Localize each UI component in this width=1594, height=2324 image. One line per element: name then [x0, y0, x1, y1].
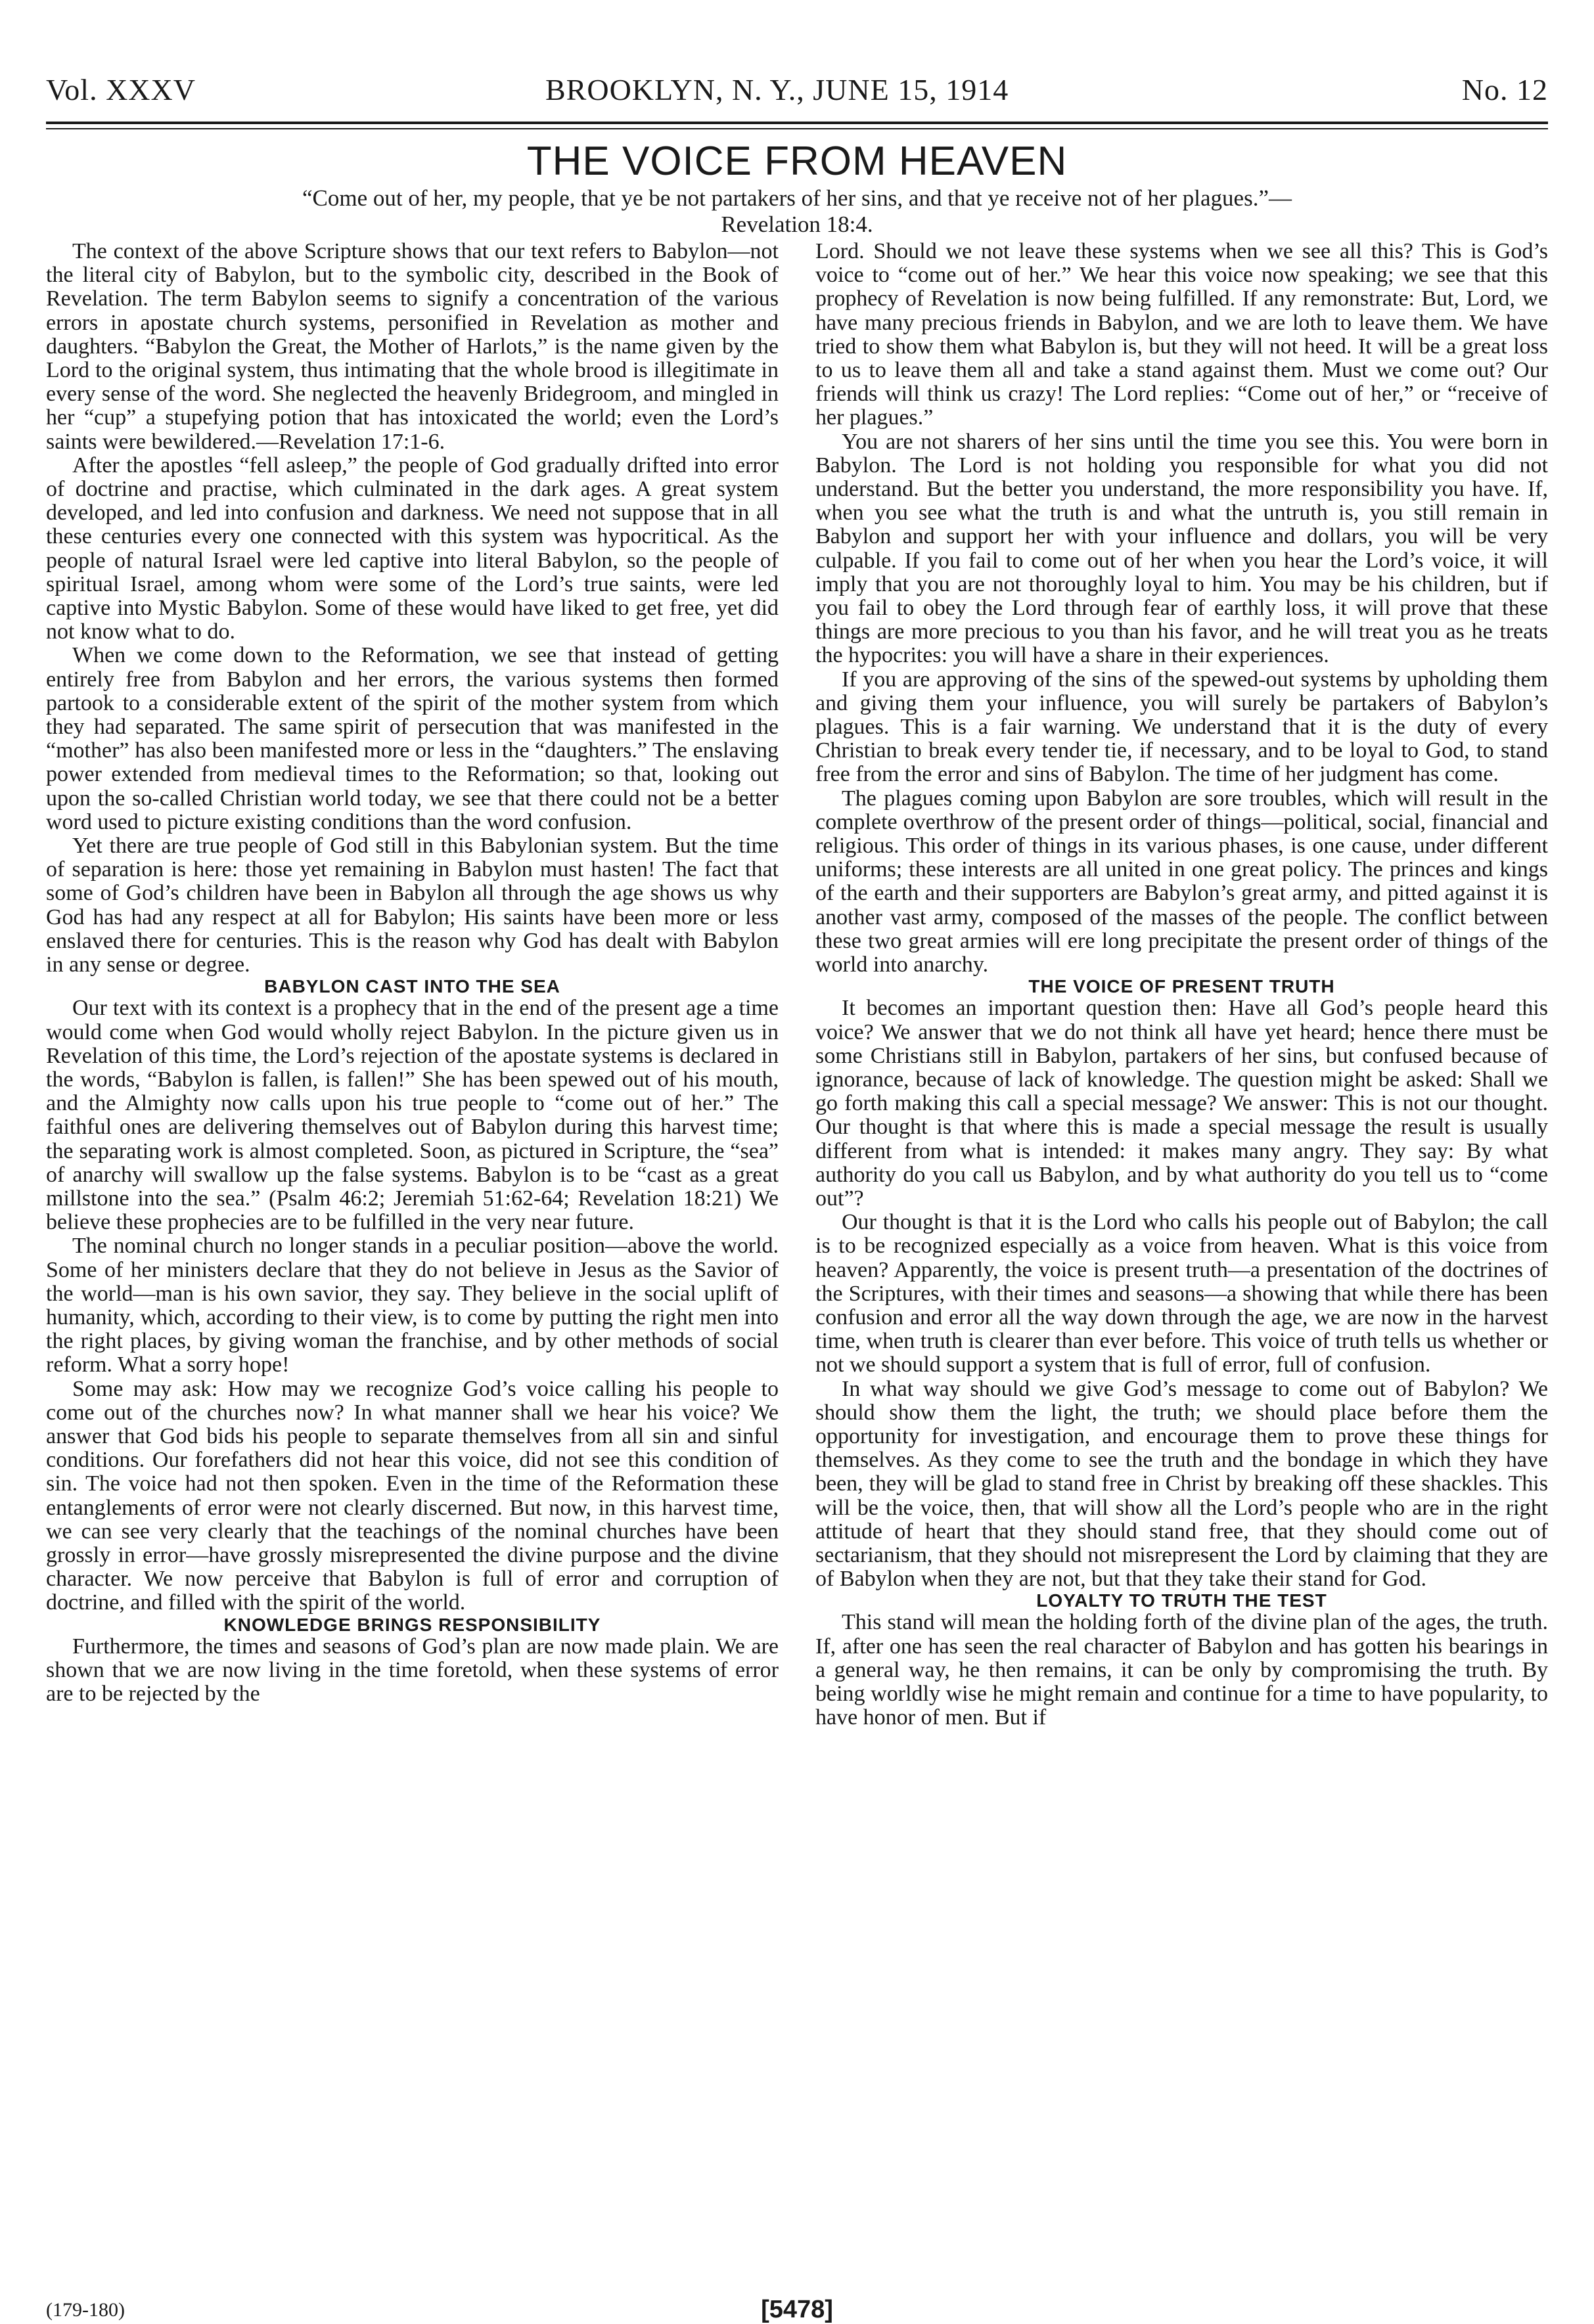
- section-heading: THE VOICE OF PRESENT TRUTH: [1028, 976, 1335, 997]
- left-column: [46, 240, 779, 1706]
- issue-number: No. 12: [1461, 73, 1548, 106]
- volume-label: Vol. XXXV: [46, 73, 196, 106]
- header-rule: [46, 122, 1548, 124]
- paragraph: Yet there are true people of God still in this Babylonian system. But the time of separation is here: those yet remaining in Babylon must hasten! The fact that some of God’s children have been in Babylon all through the age shows us why God has had any respect at all for Babylon; His saints have been more or less enslaved there for centuries. This is the reason why God has dealt with Babylon in any sense or degree.: [46, 834, 779, 977]
- masthead: [46, 46, 1548, 106]
- page-number: [5478]: [761, 2296, 833, 2323]
- epigraph: “Come out of her, my people, that ye be not partakers of her sins, and that ye receive not of her plagues.”—Revelation 18:4.: [302, 185, 1292, 237]
- paragraph: You are not sharers of her sins until the time you see this. You were born in Babylon. The Lord is not holding you responsible for what you did not understand. But the better you understand, the more responsibility you have. If, when you see what the truth is and what the untruth is, you still remain in Babylon and support her with your influence and dollars, you will be very culpable. If you fail to come out of her when you hear the Lord’s voice, it will imply that you are not thoroughly loyal to him. You may be his children, but if you fail to obey the Lord through fear of earthly loss, it will prove that these things are more precious to you than his favor, and he will treat you as he treats the hypocrites: you will have a share in their experiences.: [815, 429, 1548, 668]
- section-heading: LOYALTY TO TRUTH THE TEST: [1036, 1590, 1327, 1611]
- paragraph: In what way should we give God’s message to come out of Babylon? We should show them the light, the truth; we should place before them the opportunity for investigation, and encourage them to prove these things for themselves. As they come to see the truth and the bondage in which they have been, they will be glad to stand free in Christ by breaking off these shackles. This will be the voice, then, that will show all the Lord’s people who are in the right attitude of heart that they should stand free, that they should come out of sectarianism, that they should not misrepresent the Lord by claiming that they are of Babylon when they are not, but that they take their stand for God.: [815, 1376, 1548, 1592]
- paragraph: When we come down to the Reformation, we see that instead of getting entirely free from Babylon and her errors, the various systems then formed partook to a considerable extent of the spirit of the mother system from which they had separated. The same spirit of persecution that was manifested in the “mother” has also been manifested more or less in the “daughters.” The enslaving power extended from medieval times to the Reformation; so that, looking out upon the so-called Christian world today, we see that there could not be a better word used to picture existing conditions than the word confusion.: [46, 643, 779, 834]
- paragraph: The plagues coming upon Babylon are sore troubles, which will result in the complete overthrow of the present order of things—political, social, financial and religious. This order of things in its various phases, is one cause, under different uniforms; these interests are all united in one great policy. The princes and kings of the earth and their supporters are Babylon’s great army, and pitted against it is another vast army, composed of the masses of the people. The conflict between these two great armies will ere long precipitate the present order of things of the world into anarchy.: [815, 786, 1548, 977]
- paragraph: If you are approving of the sins of the spewed-out systems by upholding them and giving them your influence, you will surely be partakers of Babylon’s plagues. This is a fair warning. We understand that it is the duty of every Christian to break every tender tie, if necessary, and to be loyal to God, to stand free from the error and sins of Babylon. The time of her judgment has come.: [815, 667, 1548, 787]
- paragraph: The nominal church no longer stands in a peculiar position—above the world. Some of her ministers declare that they do not believe in Jesus as the Savior of the world—man is his own savior, they say. They believe in the social uplift of humanity, which, according to their view, is to come by putting the right men into the right places, by giving woman the franchise, and by other methods of social reform. What a sorry hope!: [46, 1234, 779, 1377]
- paragraph: This stand will mean the holding forth of the divine plan of the ages, the truth. If, after one has seen the real character of Babylon and has gotten his bearings in a general way, he then remains, it can be only by compromising the truth. By being worldly wise he might remain and continue for a time to have popularity, to have honor of men. But if: [815, 1610, 1548, 1730]
- section-heading: BABYLON CAST INTO THE SEA: [264, 976, 560, 997]
- paragraph: Furthermore, the times and seasons of God’s plan are now made plain. We are shown that we are now living in the time foretold, when these systems of error are to be rejected by the: [46, 1634, 779, 1706]
- footer-reference: (179-180): [46, 2299, 125, 2321]
- paragraph: After the apostles “fell asleep,” the people of God gradually drifted into error of doctrine and practise, which culminated in the dark ages. A great system developed, and led into confusion and darkness. We need not suppose that in all these centuries every one connected with this system was hypocritical. As the people of natural Israel were led captive into literal Babylon, so the people of spiritual Israel, among whom were some of the Lord’s true saints, were led captive into Mystic Babylon. Some of these would have liked to get free, yet did not know what to do.: [46, 453, 779, 644]
- paragraph: Our text with its context is a prophecy that in the end of the present age a time would come when God would wholly reject Babylon. In the picture given us in Revelation of this time, the Lord’s rejection of the apostate systems is declared in the words, “Babylon is fallen, is fallen!” She has been spewed out of his mouth, and the Almighty now calls upon his true people to “come out of her.” The faithful ones are delivering themselves out of Babylon during this harvest time; the separating work is almost completed. Soon, as pictured in Scripture, the “sea” of anarchy will swallow up the false systems. Babylon is to be “cast as a great millstone into the sea.” (Psalm 46:2; Jeremiah 51:62-64; Revelation 18:21) We believe these prophecies are to be fulfilled in the very near future.: [46, 996, 779, 1235]
- article-title: THE VOICE FROM HEAVEN: [526, 139, 1068, 184]
- paragraph: Our thought is that it is the Lord who calls his people out of Babylon; the call is to be recognized especially as a voice from heaven. What is this voice from heaven? Apparently, the voice is present truth—a presentation of the doctrines of the Scriptures, with their times and seasons—a showing that while there has been confusion and error all the way down through the age, we are now in the harvest time, when truth is clearer than ever before. This voice of truth tells us whether or not we should support a system that is full of error, full of confusion.: [815, 1210, 1548, 1377]
- header-rule-thin: [46, 128, 1548, 129]
- section-heading: KNOWLEDGE BRINGS RESPONSIBILITY: [223, 1614, 601, 1635]
- right-column: [815, 240, 1548, 1730]
- paragraph: It becomes an important question then: Have all God’s people heard this voice? We answer that we do not think all have yet heard; hence there must be some Christians still in Babylon, partakers of her sins, but confused because of ignorance, because of lack of knowledge. The question might be asked: Shall we go forth making this call a special message? We answer: This is not our thought. Our thought is that where this is made a special message the result is usually different from what is intended: it makes many angry. They say: By what authority do you call us Babylon, and by what authority do you tell us to “come out”?: [815, 996, 1548, 1211]
- paragraph: Some may ask: How may we recognize God’s voice calling his people to come out of the churches now? In what manner shall we hear his voice? We answer that God bids his people to separate themselves from all sin and sinful conditions. Our forefathers did not hear this voice, did not see this condition of sin. The voice had not then spoken. Even in the time of the Reformation these entanglements of error were not clearly discerned. But now, in this harvest time, we can see very clearly that the teachings of the nominal churches have been grossly in error—have grossly misrepresented the divine purpose and the divine character. We now perceive that Babylon is full of error and corruption of doctrine, and filled with the spirit of the world.: [46, 1376, 779, 1615]
- page: [46, 46, 1548, 2323]
- paragraph: Lord. Should we not leave these systems when we see all this? This is God’s voice to “come out of her.” We hear this voice now speaking; we see that this prophecy of Revelation is now being fulfilled. If any remonstrate: But, Lord, we have many precious friends in Babylon, and we are loth to leave them. We have tried to show them what Babylon is, but they will not heed. It will be a great loss to us to leave them all and take a stand against them. Must we come out? Our friends will think us crazy! The Lord replies: “Come out of her,” or “receive of her plagues.”: [815, 239, 1548, 430]
- paragraph: The context of the above Scripture shows that our text refers to Babylon—not the literal city of Babylon, but to the symbolic city, described in the Book of Revelation. The term Babylon seems to signify a concentration of the various errors in apostate church systems, personified in Revelation as mother and daughters. “Babylon the Great, the Mother of Harlots,” is the name given by the Lord to the original system, thus intimating that the whole brood is illegitimate in every sense of the word. She neglected the heavenly Bridegroom, and mingled in her “cup” a stupefying potion that has intoxicated the world; even the Lord’s saints were bewildered.—Revelation 17:1-6.: [46, 239, 779, 454]
- place-date: BROOKLYN, N. Y., JUNE 15, 1914: [545, 73, 1009, 106]
